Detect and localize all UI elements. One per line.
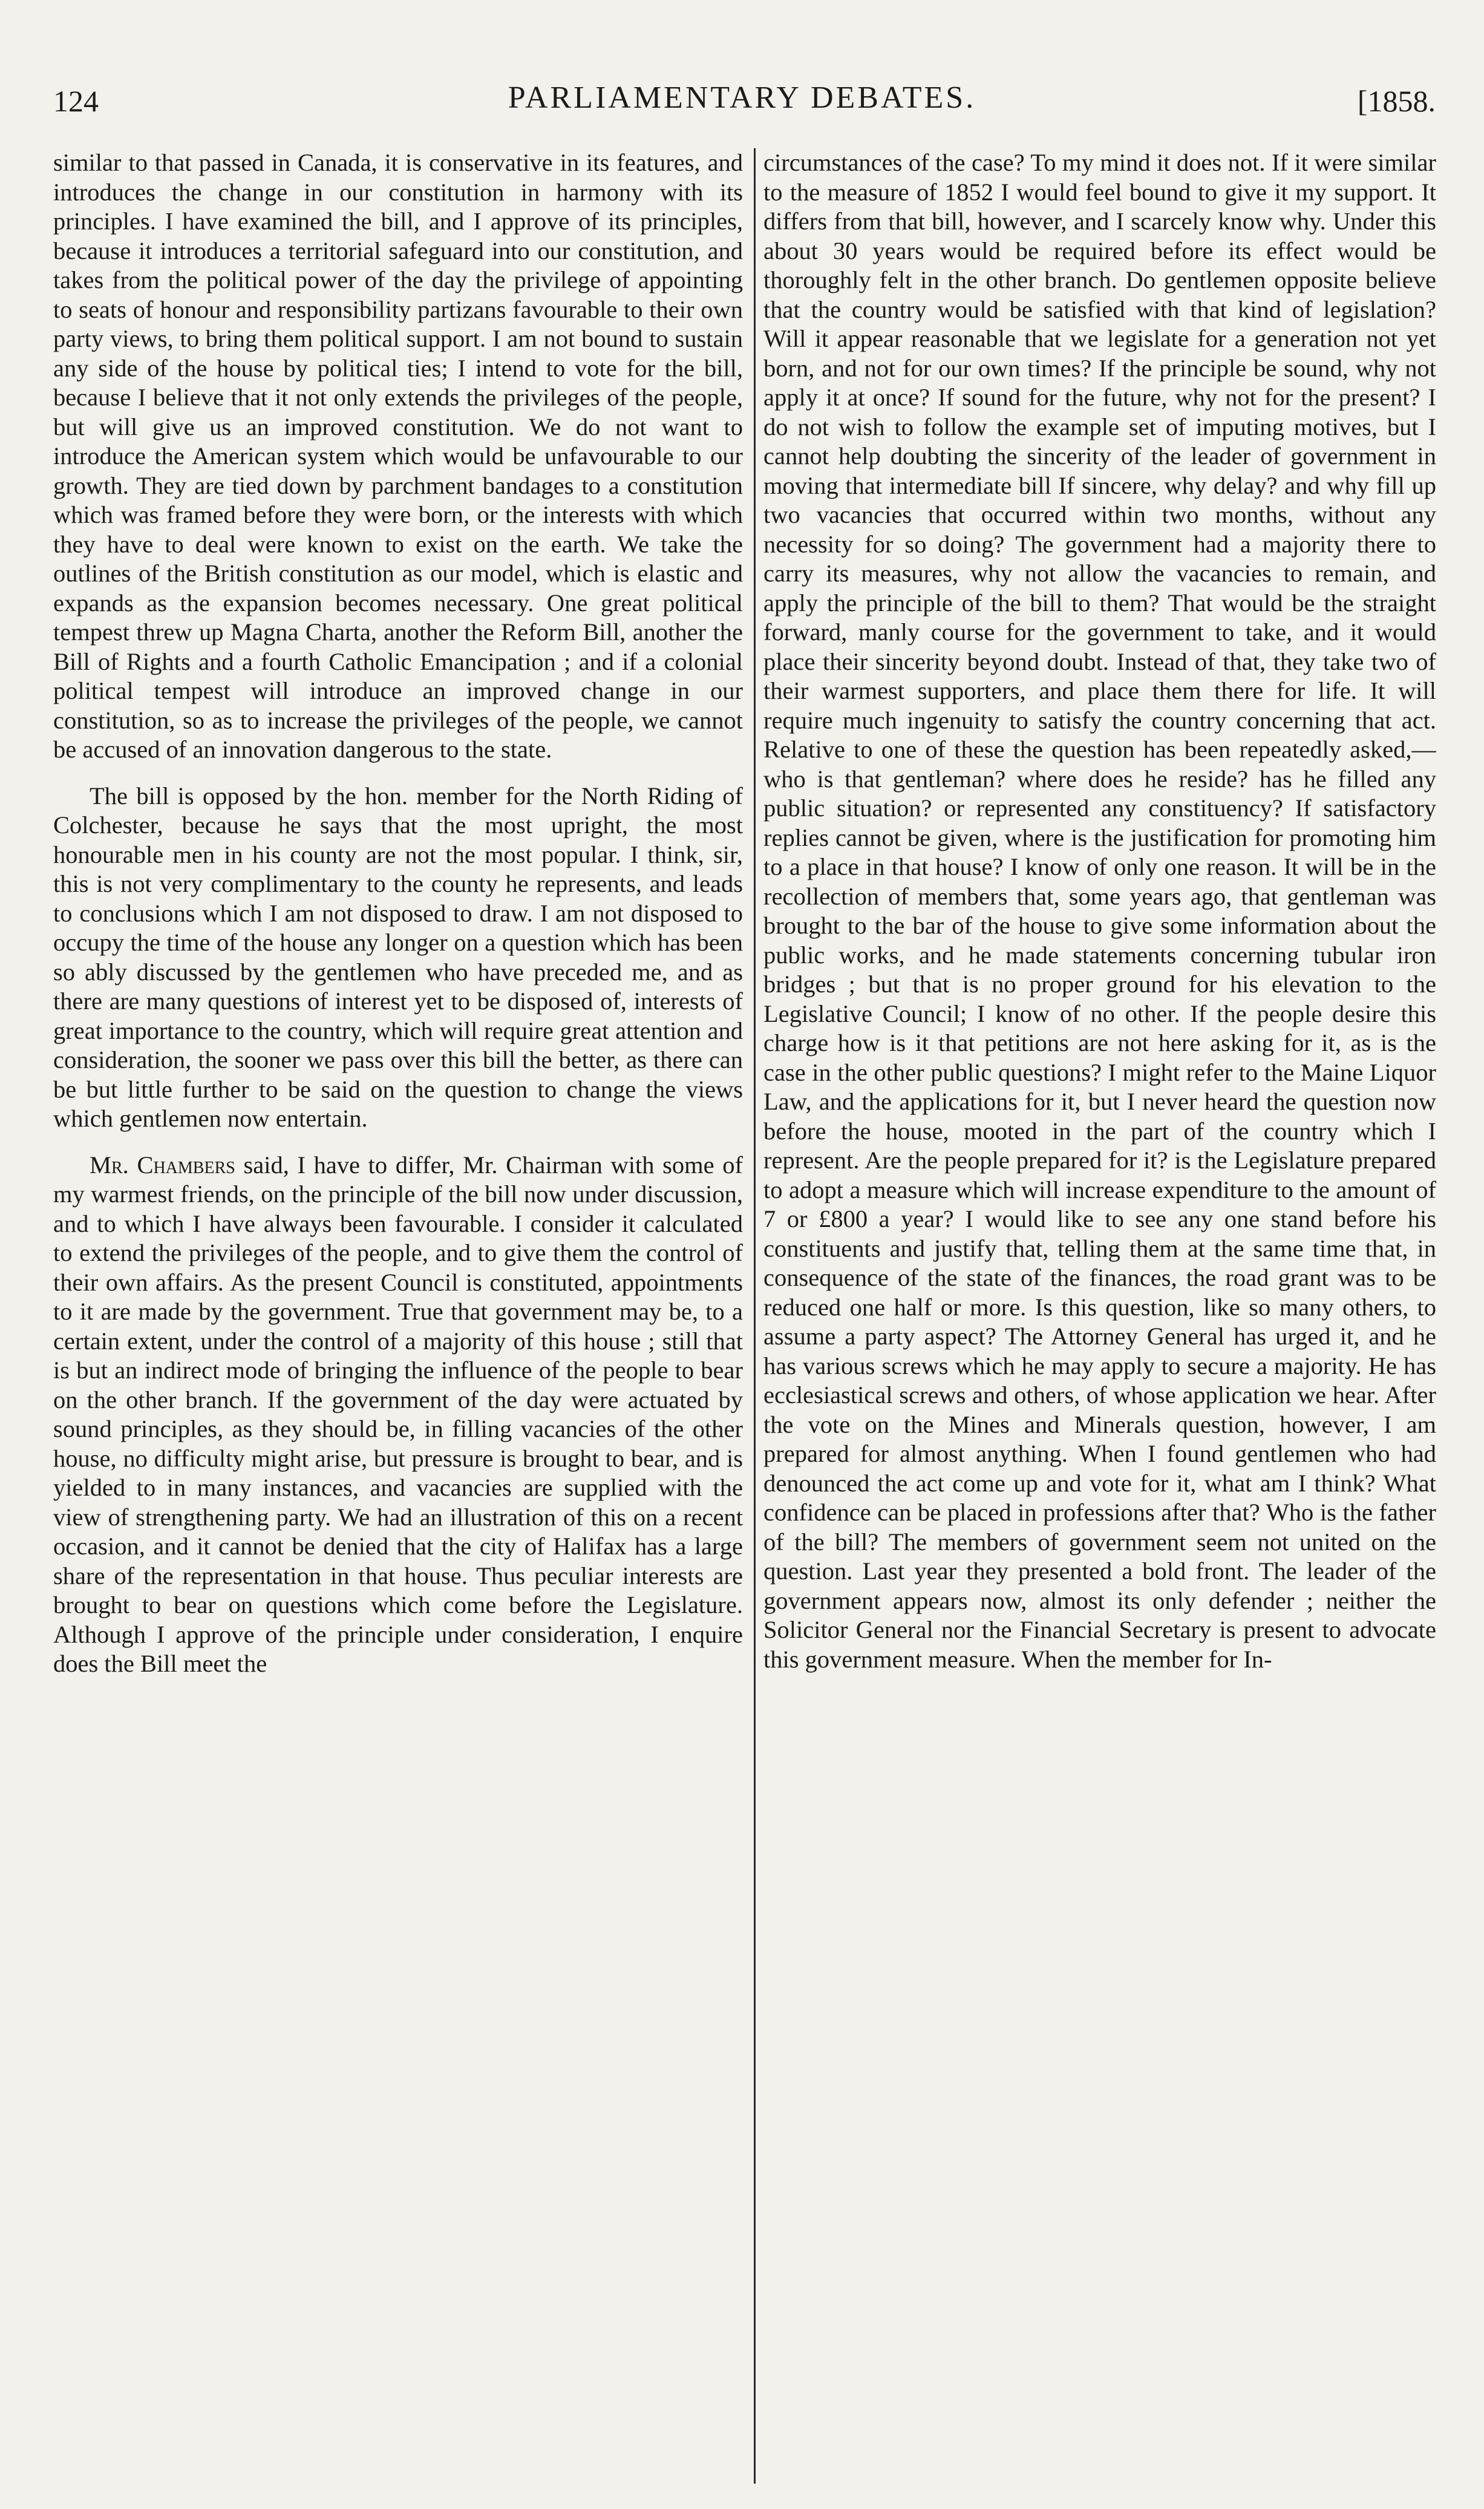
page-header bbox=[0, 0, 1484, 145]
column-divider bbox=[754, 148, 756, 2484]
paragraph bbox=[53, 1151, 743, 1679]
page-number: 124 bbox=[53, 84, 99, 118]
paragraph-text: said, I have to differ, Mr. Chairman with some of my warmest friends, on the principle of the bill now under discussion, and to which I have always been favourable. I consider it calculated to extend the privileges of the people, and to give them the control of their own affairs. As the present Council is constituted, appointments to it are made by the government. True that government may be, to a certain extent, under the control of a majority of this house ; still that is but an indirect mode of bringing the influence of the people to bear on the other branch. If the government of the day were actuated by sound principles, as they should be, in filling vacancies of the other house, no difficulty might arise, but pressure is brought to bear, and is yielded to in many instances, and vacancies are supplied with the view of strengthening party. We had an illustration of this on a recent occasion, and it cannot be denied that the city of Halifax has a large share of the representation in that house. Thus peculiar interests are brought to bear on questions which come before the Legislature. Although I approve of the principle under consideration, I enquire does the Bill meet the bbox=[53, 1151, 743, 1677]
speaker-name: Mr. Chambers bbox=[90, 1151, 235, 1179]
paragraph: The bill is opposed by the hon. member for the North Riding of Colchester, because he says that the most upright, the most honourable men in his county are not the most popular. I think, sir, this is not very complimentary to the county he represents, and leads to conclusions which I am not disposed to draw. I am not disposed to occupy the time of the house any longer on a question which has been so ably discussed by the gentlemen who have preceded me, and as there are many questions of interest yet to be disposed of, interests of great importance to the country, which will require great attention and consideration, the sooner we pass over this bill the better, as there can be but little further to be said on the question to change the views which gentlemen now entertain. bbox=[53, 782, 743, 1132]
running-title: PARLIAMENTARY DEBATES. bbox=[508, 80, 976, 115]
left-column bbox=[53, 148, 743, 2496]
right-column bbox=[763, 148, 1436, 2496]
paragraph: circumstances of the case? To my mind it does not. If it were similar to the measure of 1852 I would feel bound to give it my support. It differs from that bill, however, and I scarcely know why. Under this about 30 years would be required before its effect would be thoroughly felt in the other branch. Do gentlemen opposite believe that the country would be satisfied with that kind of legislation? Will it appear reasonable that we legislate for a generation not yet born, and not for our own times? If the principle be sound, why not apply it at once? If sound for the future, why not for the present? I do not wish to follow the example set of imputing motives, but I cannot help doubting the sincerity of the leader of government in moving that intermediate bill If sincere, why delay? and why fill up two vacancies that occurred within two months, without any necessity for so doing? The government had a majority there to carry its measures, why not allow the vacancies to remain, and apply the principle of the bill to them? That would be the straight forward, manly course for the government to take, and it would place their sincerity beyond doubt. Instead of that, they take two of their warmest supporters, and place them there for life. It will require much ingenuity to satisfy the country concerning that act. Relative to one of these the question has been repeatedly asked,—who is that gentleman? where does he reside? has he filled any public situation? or represented any constituency? If satisfactory replies cannot be given, where is the justification for promoting him to a place in that house? I know of only one reason. It will be in the recollection of members that, some years ago, that gentleman was brought to the bar of the house to give some information about the public works, and he made statements concerning tubular iron bridges ; but that is no proper ground for his elevation to the Legislative Council; I know of no other. If the people desire this charge how is it that petitions are not here asking for it, as is the case in the other public questions? I might refer to the Maine Liquor Law, and the applications for it, but I never heard the question now before the house, mooted in the part of the country which I represent. Are the people prepared for it? is the Legislature prepared to adopt a measure which will increase expenditure to the amount of 7 or £800 a year? I would like to see any one stand before his constituents and justify that, telling them at the same time that, in consequence of the state of the finances, the road grant was to be reduced one half or more. Is this question, like so many others, to assume a party aspect? The Attorney General has urged it, and he has various screws which he may apply to secure a majority. He has ecclesiastical screws and others, of whose application we hear. After the vote on the Mines and Minerals question, however, I am prepared for almost anything. When I found gentlemen who had denounced the act come up and vote for it, what am I think? What confidence can be placed in professions after that? Who is the father of the bill? The members of government seem not united on the question. Last year they presented a bold front. The leader of the government appears now, almost its only defender ; neither the Solicitor General nor the Financial Secretary is present to advocate this government measure. When the member for In- bbox=[763, 149, 1436, 1673]
paragraph: similar to that passed in Canada, it is conservative in its features, and introduces the change in our constitution in harmony with its principles. I have examined the bill, and I approve of its principles, because it introduces a territorial safeguard into our constitution, and takes from the political power of the day the privilege of appointing to seats of honour and responsibility partizans favourable to their own party views, to bring them political support. I am not bound to sustain any side of the house by political ties; I intend to vote for the bill, because I believe that it not only extends the privileges of the people, but will give us an improved constitution. We do not want to introduce the American system which would be unfavourable to our growth. They are tied down by parchment bandages to a constitution which was framed before they were born, or the interests with which they have to deal were known to exist on the earth. We take the outlines of the British constitution as our model, which is elastic and expands as the expansion becomes necessary. One great political tempest threw up Magna Charta, another the Reform Bill, another the Bill of Rights and a fourth Catholic Emancipation ; and if a colonial political tempest will introduce an improved change in our constitution, so as to increase the privileges of the people, we cannot be accused of an innovation dangerous to the state. bbox=[53, 149, 743, 763]
year-marker: [1858. bbox=[1357, 84, 1436, 118]
